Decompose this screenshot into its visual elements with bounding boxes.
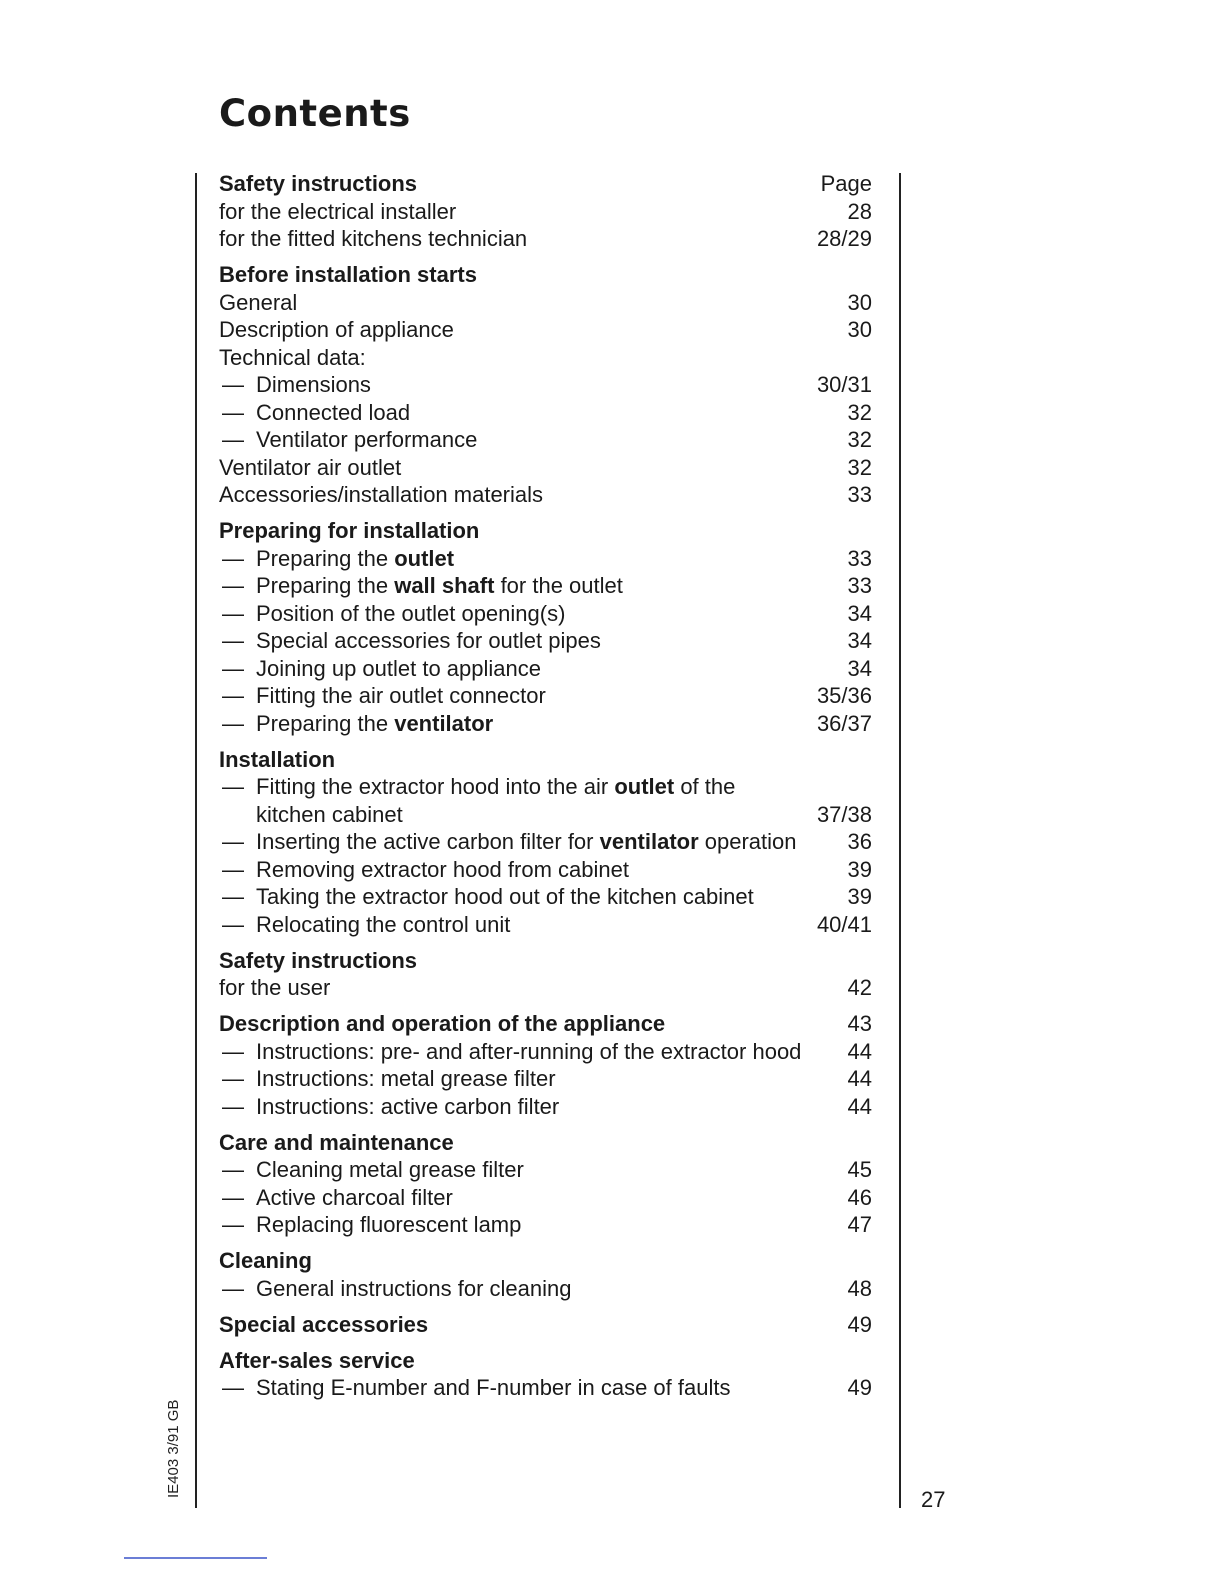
bottom-rule <box>124 1557 267 1559</box>
toc-entry-text <box>219 774 735 799</box>
toc-entry-text: Safety instructions <box>219 171 418 196</box>
toc-entry <box>219 198 872 226</box>
dash-marker: — <box>222 774 244 799</box>
toc-text-part: Preparing the <box>256 710 395 736</box>
toc-entry <box>219 1156 872 1184</box>
toc-text-part: Fitting the extractor hood into the air <box>256 774 615 799</box>
toc-entry <box>219 856 872 884</box>
table-of-contents <box>219 170 872 1402</box>
toc-section-heading <box>219 947 872 975</box>
toc-entry <box>219 828 872 856</box>
toc-page-ref: 32 <box>847 454 872 480</box>
toc-page-ref: 36/37 <box>816 710 872 736</box>
toc-entry-text: Safety instructions <box>219 947 418 973</box>
toc-entry-text: Care and maintenance <box>219 1129 454 1155</box>
left-border-line <box>195 173 197 1508</box>
dash-marker: — <box>222 427 244 452</box>
dash-marker: — <box>222 856 244 882</box>
dash-marker: — <box>222 1375 244 1400</box>
toc-text-emphasis: outlet <box>614 774 675 799</box>
toc-entry-text: Dimensions <box>256 372 371 397</box>
toc-entry-text: General instructions for cleaning <box>256 1275 572 1301</box>
toc-section-heading <box>219 517 872 545</box>
right-border-line <box>899 173 901 1508</box>
document-code-label: IE403 3/91 GB <box>165 1399 182 1498</box>
toc-entry <box>219 426 872 454</box>
dash-marker: — <box>222 1157 244 1182</box>
toc-entry <box>219 883 872 911</box>
toc-page-ref: 43 <box>847 1011 872 1036</box>
toc-text-part: for the outlet <box>494 573 623 598</box>
toc-entry <box>219 801 872 829</box>
toc-page-ref: 36 <box>847 829 872 854</box>
toc-entry <box>219 710 872 738</box>
toc-section-heading <box>219 170 872 198</box>
toc-page-ref: 39 <box>847 884 872 909</box>
toc-entry-text: Description of appliance <box>219 317 454 342</box>
toc-entry-text: Special accessories <box>219 1311 429 1337</box>
dash-marker: — <box>222 628 244 653</box>
dash-marker: — <box>222 829 244 854</box>
toc-entry-text: Joining up outlet to appliance <box>256 655 541 681</box>
toc-entry <box>219 371 872 399</box>
toc-section-heading <box>219 1129 872 1157</box>
toc-entry-text: Ventilator air outlet <box>219 454 402 480</box>
toc-entry <box>219 572 872 600</box>
toc-page-ref: 46 <box>847 1184 872 1210</box>
dash-marker: — <box>222 600 244 626</box>
toc-page-ref: 33 <box>847 573 872 598</box>
toc-entry-text: Fitting the air outlet connector <box>256 683 546 708</box>
toc-entry-text: Special accessories for outlet pipes <box>256 628 601 653</box>
toc-entry-text: Connected load <box>256 399 411 425</box>
page-number: 27 <box>921 1487 946 1512</box>
dash-marker: — <box>222 683 244 708</box>
toc-entry <box>219 344 872 372</box>
dash-marker: — <box>222 884 244 909</box>
toc-page-ref: 44 <box>847 1066 872 1091</box>
toc-entry-text: General <box>219 289 298 315</box>
toc-section-heading <box>219 261 872 289</box>
toc-entry <box>219 1065 872 1093</box>
toc-section-heading <box>219 1311 872 1339</box>
toc-entry-text: kitchen cabinet <box>256 801 403 827</box>
toc-entry-text: Stating E-number and F-number in case of faults <box>256 1375 731 1400</box>
toc-page-ref: 35/36 <box>816 683 872 708</box>
dash-marker: — <box>222 545 244 571</box>
toc-section-heading <box>219 1010 872 1038</box>
toc-page-ref: 44 <box>847 1093 872 1119</box>
dash-marker: — <box>222 1184 244 1210</box>
toc-section-heading <box>219 746 872 774</box>
toc-entry <box>219 682 872 710</box>
toc-entry <box>219 1275 872 1303</box>
toc-page-ref: 34 <box>847 600 872 626</box>
toc-page-ref: 28/29 <box>816 226 872 251</box>
toc-entry <box>219 911 872 939</box>
dash-marker: — <box>222 655 244 681</box>
toc-entry-text: Description and operation of the appliance <box>219 1011 666 1036</box>
toc-entry <box>219 600 872 628</box>
toc-entry <box>219 316 872 344</box>
toc-entry <box>219 454 872 482</box>
toc-page-ref: 47 <box>847 1212 872 1237</box>
toc-entry <box>219 1211 872 1239</box>
toc-entry <box>219 1093 872 1121</box>
toc-entry-text: Instructions: metal grease filter <box>256 1066 556 1091</box>
dash-marker: — <box>222 399 244 425</box>
toc-entry <box>219 627 872 655</box>
toc-page-ref: 33 <box>847 482 872 507</box>
toc-text-emphasis: ventilator <box>599 829 699 854</box>
toc-text-part: operation <box>698 829 797 854</box>
toc-section-heading <box>219 1347 872 1375</box>
toc-entry-text: Cleaning <box>219 1248 312 1273</box>
toc-page-ref: 48 <box>847 1275 872 1301</box>
toc-page-ref: 34 <box>847 655 872 681</box>
toc-entry <box>219 773 872 801</box>
toc-entry-text: for the fitted kitchens technician <box>219 226 528 251</box>
toc-entry <box>219 1374 872 1402</box>
toc-entry-text <box>219 546 454 571</box>
toc-page-ref: 37/38 <box>816 801 872 827</box>
toc-entry-text: Cleaning metal grease filter <box>256 1157 524 1182</box>
toc-page-ref: 32 <box>847 427 872 452</box>
toc-entry <box>219 1038 872 1066</box>
toc-entry-text: Position of the outlet opening(s) <box>256 600 566 626</box>
toc-text-emphasis: outlet <box>394 545 455 571</box>
toc-entry-text: Ventilator performance <box>256 427 478 452</box>
toc-page-ref: 34 <box>847 628 872 653</box>
toc-entry-text: Instructions: active carbon filter <box>256 1093 560 1119</box>
toc-page-ref: 30 <box>847 317 872 342</box>
toc-page-ref: Page <box>820 171 872 196</box>
toc-entry-text <box>219 711 493 736</box>
toc-text-part: Preparing the <box>256 573 395 598</box>
toc-page-ref: 42 <box>847 975 872 1000</box>
toc-page-ref: 40/41 <box>816 911 872 937</box>
dash-marker: — <box>222 1275 244 1301</box>
toc-entry-text: Removing extractor hood from cabinet <box>256 856 629 882</box>
toc-text-part: Preparing the <box>256 545 395 571</box>
dash-marker: — <box>222 573 244 598</box>
dash-marker: — <box>222 372 244 397</box>
toc-entry <box>219 289 872 317</box>
toc-text-part: Inserting the active carbon filter for <box>256 829 600 854</box>
toc-entry <box>219 545 872 573</box>
toc-page-ref: 28 <box>847 198 872 224</box>
toc-entry-text: Active charcoal filter <box>256 1184 453 1210</box>
toc-entry <box>219 481 872 509</box>
toc-section-heading <box>219 1247 872 1275</box>
toc-page-ref: 44 <box>847 1038 872 1064</box>
toc-text-emphasis: ventilator <box>394 710 494 736</box>
dash-marker: — <box>222 1038 244 1064</box>
toc-page-ref: 45 <box>847 1157 872 1182</box>
dash-marker: — <box>222 1066 244 1091</box>
toc-page-ref: 32 <box>847 399 872 425</box>
toc-entry-text: for the electrical installer <box>219 198 457 224</box>
toc-entry <box>219 655 872 683</box>
toc-entry-text: Preparing for installation <box>219 518 480 543</box>
toc-text-emphasis: wall shaft <box>394 573 495 598</box>
toc-entry-text: After-sales service <box>219 1347 415 1373</box>
toc-entry <box>219 225 872 253</box>
toc-text-part: of the <box>674 774 736 799</box>
toc-entry <box>219 399 872 427</box>
toc-entry-text: Technical data: <box>219 344 366 370</box>
toc-page-ref: 39 <box>847 856 872 882</box>
toc-page-ref: 30/31 <box>816 372 872 397</box>
toc-page-ref: 49 <box>847 1311 872 1337</box>
toc-entry-text: Instructions: pre- and after-running of the extractor hood <box>256 1038 802 1064</box>
toc-entry <box>219 974 872 1002</box>
toc-entry-text: Accessories/installation materials <box>219 482 544 507</box>
toc-entry-text <box>219 829 797 854</box>
dash-marker: — <box>222 1093 244 1119</box>
toc-page-ref: 33 <box>847 545 872 571</box>
dash-marker: — <box>222 1212 244 1237</box>
toc-entry-text: Installation <box>219 746 336 772</box>
page-title: Contents <box>219 92 411 135</box>
toc-entry-text: for the user <box>219 975 331 1000</box>
toc-entry-text: Replacing fluorescent lamp <box>256 1212 522 1237</box>
toc-page-ref: 30 <box>847 289 872 315</box>
dash-marker: — <box>222 911 244 937</box>
toc-entry-text: Taking the extractor hood out of the kitchen cabinet <box>256 884 754 909</box>
toc-entry-text <box>219 573 623 598</box>
toc-page-ref: 49 <box>847 1375 872 1400</box>
toc-entry-text: Before installation starts <box>219 262 477 287</box>
toc-entry-text: Relocating the control unit <box>256 911 511 937</box>
dash-marker: — <box>222 710 244 736</box>
toc-entry <box>219 1184 872 1212</box>
